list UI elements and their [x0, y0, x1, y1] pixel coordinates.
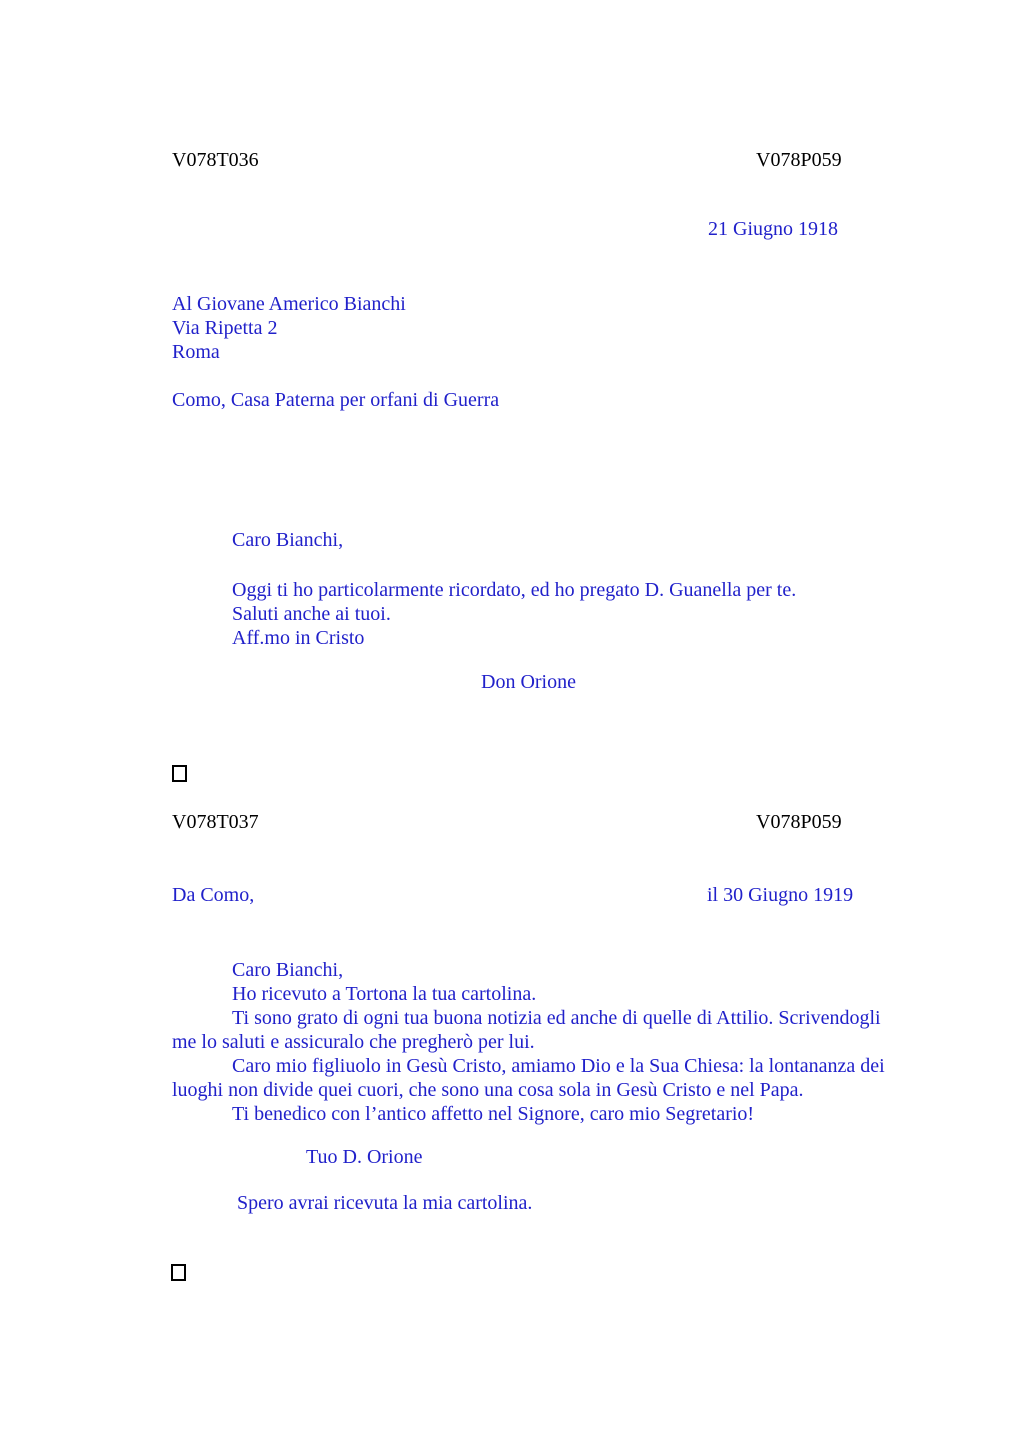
letter2-body-line: me lo saluti e assicuralo che pregherò per lui.	[172, 1031, 535, 1053]
section-end-box-icon	[172, 765, 187, 782]
letter1-body-line: Oggi ti ho particolarmente ricordato, ed ho pregato D. Guanella per te.	[232, 579, 797, 601]
letter1-body-line: Aff.mo in Cristo	[232, 627, 365, 649]
letter2-signature: Tuo D. Orione	[306, 1146, 423, 1168]
section-end-box-icon	[171, 1264, 186, 1281]
letter2-postscript: Spero avrai ricevuta la mia cartolina.	[237, 1192, 533, 1214]
letter2-body-line: Caro Bianchi,	[232, 959, 344, 981]
letter1-signature: Don Orione	[481, 671, 576, 693]
letter2-body-line: Ti benedico con l’antico affetto nel Signore, caro mio Segretario!	[232, 1103, 755, 1125]
letter2-body-line: luoghi non divide quei cuori, che sono una cosa sola in Gesù Cristo e nel Papa.	[172, 1079, 804, 1101]
letter2-archive-code: V078T037	[172, 811, 259, 833]
letter1-body-line: Saluti anche ai tuoi.	[232, 603, 391, 625]
letter1-recipient-street: Via Ripetta 2	[172, 317, 278, 339]
letter2-date: il 30 Giugno 1919	[707, 884, 854, 906]
letter2-body-line: Ho ricevuto a Tortona la tua cartolina.	[232, 983, 537, 1005]
letter1-date: 21 Giugno 1918	[708, 218, 838, 240]
letter2-body-line: Ti sono grato di ogni tua buona notizia ed anche di quelle di Attilio. Scrivendogli	[232, 1007, 881, 1029]
letter1-page-code: V078P059	[756, 149, 842, 171]
letter2-body-line: Caro mio figliuolo in Gesù Cristo, amiamo Dio e la Sua Chiesa: la lontananza dei	[232, 1055, 885, 1077]
letter1-archive-code: V078T036	[172, 149, 259, 171]
letter1-salutation: Caro Bianchi,	[232, 529, 344, 551]
letter1-recipient-city: Roma	[172, 341, 220, 363]
letter2-page-code: V078P059	[756, 811, 842, 833]
letter2-place: Da Como,	[172, 884, 255, 906]
letter1-recipient-name: Al Giovane Americo Bianchi	[172, 293, 406, 315]
letter1-origin: Como, Casa Paterna per orfani di Guerra	[172, 389, 500, 411]
